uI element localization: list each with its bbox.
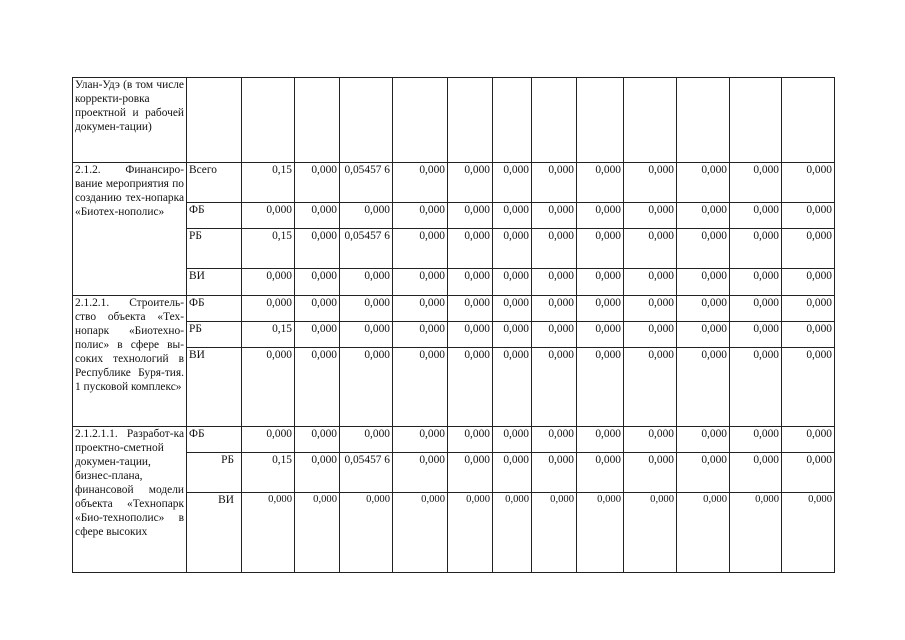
- value-cell: [577, 78, 624, 163]
- value-cell: [340, 78, 393, 163]
- value-cell: 0,000: [242, 269, 295, 296]
- value-cell: 0,000: [782, 296, 835, 322]
- value-cell: 0,000: [393, 269, 448, 296]
- value-cell: 0,000: [730, 493, 782, 573]
- value-cell: 0,000: [448, 493, 493, 573]
- value-cell: 0,000: [730, 203, 782, 229]
- value-cell: 0,000: [730, 296, 782, 322]
- funding-source-cell: Всего: [187, 163, 242, 203]
- value-cell: 0,000: [448, 269, 493, 296]
- value-cell: 0,000: [532, 296, 577, 322]
- value-cell: 0,000: [493, 203, 532, 229]
- value-cell: 0,000: [677, 493, 730, 573]
- value-cell: 0,000: [730, 453, 782, 493]
- measure-name-cell: 2.1.2. Финансиро-вание мероприятия по созданию тех-нопарка «Биотех-нополис»: [73, 163, 187, 296]
- value-cell: [782, 78, 835, 163]
- value-cell: 0,15: [242, 453, 295, 493]
- value-cell: 0,000: [624, 322, 677, 348]
- funding-source-cell: РБ: [187, 229, 242, 269]
- value-cell: 0,05457 6: [340, 229, 393, 269]
- value-cell: 0,000: [448, 229, 493, 269]
- value-cell: 0,000: [577, 348, 624, 427]
- value-cell: 0,000: [624, 269, 677, 296]
- value-cell: [295, 78, 340, 163]
- value-cell: 0,000: [295, 348, 340, 427]
- value-cell: 0,000: [577, 296, 624, 322]
- value-cell: [448, 78, 493, 163]
- value-cell: 0,000: [393, 203, 448, 229]
- table-row: [73, 348, 835, 427]
- value-cell: 0,000: [624, 453, 677, 493]
- value-cell: 0,000: [340, 296, 393, 322]
- value-cell: 0,000: [577, 163, 624, 203]
- value-cell: 0,000: [624, 348, 677, 427]
- value-cell: 0,000: [448, 163, 493, 203]
- funding-source-cell: РБ: [187, 453, 242, 493]
- value-cell: [677, 78, 730, 163]
- value-cell: [493, 78, 532, 163]
- value-cell: 0,000: [493, 493, 532, 573]
- value-cell: 0,000: [448, 203, 493, 229]
- value-cell: 0,000: [677, 163, 730, 203]
- value-cell: 0,000: [730, 269, 782, 296]
- value-cell: 0,000: [393, 322, 448, 348]
- value-cell: 0,000: [340, 203, 393, 229]
- value-cell: 0,000: [730, 163, 782, 203]
- value-cell: 0,000: [677, 322, 730, 348]
- value-cell: 0,000: [493, 296, 532, 322]
- value-cell: 0,000: [393, 493, 448, 573]
- measure-name-cell: Улан-Удэ (в том числе корректи-ровка проектной и рабочей докумен-тации): [73, 78, 187, 163]
- value-cell: 0,000: [677, 229, 730, 269]
- funding-source-cell: [187, 78, 242, 163]
- value-cell: 0,000: [624, 427, 677, 453]
- value-cell: 0,000: [730, 427, 782, 453]
- value-cell: 0,000: [730, 348, 782, 427]
- table-row: [73, 203, 835, 229]
- value-cell: 0,000: [242, 427, 295, 453]
- value-cell: 0,000: [532, 453, 577, 493]
- value-cell: 0,000: [677, 427, 730, 453]
- value-cell: 0,15: [242, 163, 295, 203]
- table-row: [73, 322, 835, 348]
- value-cell: 0,000: [242, 348, 295, 427]
- value-cell: 0,000: [295, 229, 340, 269]
- value-cell: 0,000: [493, 427, 532, 453]
- value-cell: 0,000: [448, 427, 493, 453]
- measure-name-cell: 2.1.2.1.1. Разработ-ка проектно-сметной докумен-тации, бизнес-плана, финансовой модели объекта «Технопарк «Био-технополис» в сфере высоких: [73, 427, 187, 573]
- table-row: [73, 78, 835, 163]
- value-cell: 0,000: [448, 322, 493, 348]
- value-cell: 0,000: [295, 269, 340, 296]
- value-cell: 0,000: [577, 269, 624, 296]
- value-cell: [624, 78, 677, 163]
- value-cell: 0,05457 6: [340, 163, 393, 203]
- value-cell: 0,000: [532, 322, 577, 348]
- value-cell: 0,000: [340, 427, 393, 453]
- value-cell: 0,000: [393, 163, 448, 203]
- value-cell: 0,000: [730, 322, 782, 348]
- value-cell: 0,000: [782, 229, 835, 269]
- value-cell: 0,000: [493, 229, 532, 269]
- value-cell: 0,000: [295, 203, 340, 229]
- value-cell: 0,000: [340, 322, 393, 348]
- value-cell: [532, 78, 577, 163]
- value-cell: 0,000: [532, 493, 577, 573]
- value-cell: 0,000: [782, 203, 835, 229]
- value-cell: 0,000: [577, 493, 624, 573]
- value-cell: 0,000: [340, 493, 393, 573]
- value-cell: 0,000: [393, 229, 448, 269]
- value-cell: [242, 78, 295, 163]
- funding-source-cell: ВИ: [187, 269, 242, 296]
- value-cell: 0,000: [532, 427, 577, 453]
- financing-table: [72, 77, 835, 573]
- value-cell: 0,000: [624, 296, 677, 322]
- table-row: [73, 427, 835, 453]
- value-cell: 0,000: [295, 322, 340, 348]
- table-row: [73, 493, 835, 573]
- value-cell: 0,05457 6: [340, 453, 393, 493]
- value-cell: [393, 78, 448, 163]
- value-cell: 0,000: [677, 203, 730, 229]
- value-cell: 0,000: [295, 453, 340, 493]
- value-cell: 0,000: [577, 229, 624, 269]
- value-cell: 0,000: [677, 453, 730, 493]
- table-row: [73, 229, 835, 269]
- value-cell: 0,000: [340, 348, 393, 427]
- value-cell: 0,000: [295, 163, 340, 203]
- value-cell: 0,000: [532, 348, 577, 427]
- measure-name-cell: 2.1.2.1. Строитель-ство объекта «Тех-нопарк «Биотехно-полис» в сфере вы-соких технологий в Республике Буря-тия. 1 пусковой комплекс»: [73, 296, 187, 427]
- value-cell: 0,000: [493, 348, 532, 427]
- value-cell: 0,000: [577, 427, 624, 453]
- value-cell: 0,000: [393, 348, 448, 427]
- table-row: [73, 163, 835, 203]
- value-cell: 0,000: [295, 427, 340, 453]
- value-cell: 0,000: [624, 163, 677, 203]
- value-cell: 0,000: [577, 203, 624, 229]
- value-cell: 0,000: [340, 269, 393, 296]
- value-cell: 0,000: [730, 229, 782, 269]
- value-cell: 0,000: [393, 427, 448, 453]
- value-cell: 0,000: [532, 203, 577, 229]
- value-cell: 0,000: [242, 493, 295, 573]
- value-cell: 0,000: [242, 296, 295, 322]
- table-row: [73, 269, 835, 296]
- funding-source-cell: ФБ: [187, 203, 242, 229]
- value-cell: 0,000: [532, 163, 577, 203]
- value-cell: 0,000: [782, 493, 835, 573]
- funding-source-cell: ФБ: [187, 427, 242, 453]
- value-cell: [730, 78, 782, 163]
- value-cell: 0,000: [577, 453, 624, 493]
- value-cell: 0,000: [295, 296, 340, 322]
- value-cell: 0,000: [782, 322, 835, 348]
- funding-source-cell: РБ: [187, 322, 242, 348]
- value-cell: 0,000: [782, 348, 835, 427]
- funding-source-cell: ВИ: [187, 493, 242, 573]
- value-cell: 0,000: [782, 163, 835, 203]
- value-cell: 0,000: [493, 322, 532, 348]
- value-cell: 0,000: [242, 203, 295, 229]
- value-cell: 0,000: [448, 453, 493, 493]
- value-cell: 0,15: [242, 229, 295, 269]
- funding-source-cell: ФБ: [187, 296, 242, 322]
- value-cell: 0,000: [493, 269, 532, 296]
- value-cell: 0,000: [532, 229, 577, 269]
- value-cell: 0,000: [624, 203, 677, 229]
- value-cell: 0,000: [493, 453, 532, 493]
- value-cell: 0,000: [393, 296, 448, 322]
- value-cell: 0,000: [782, 269, 835, 296]
- value-cell: 0,000: [624, 229, 677, 269]
- value-cell: 0,15: [242, 322, 295, 348]
- value-cell: 0,000: [448, 348, 493, 427]
- value-cell: 0,000: [677, 348, 730, 427]
- value-cell: 0,000: [493, 163, 532, 203]
- value-cell: 0,000: [677, 296, 730, 322]
- funding-source-cell: ВИ: [187, 348, 242, 427]
- value-cell: 0,000: [677, 269, 730, 296]
- table-row: [73, 296, 835, 322]
- value-cell: 0,000: [577, 322, 624, 348]
- value-cell: 0,000: [393, 453, 448, 493]
- value-cell: 0,000: [782, 453, 835, 493]
- value-cell: 0,000: [295, 493, 340, 573]
- value-cell: 0,000: [782, 427, 835, 453]
- value-cell: 0,000: [448, 296, 493, 322]
- value-cell: 0,000: [624, 493, 677, 573]
- value-cell: 0,000: [532, 269, 577, 296]
- table-row: [73, 453, 835, 493]
